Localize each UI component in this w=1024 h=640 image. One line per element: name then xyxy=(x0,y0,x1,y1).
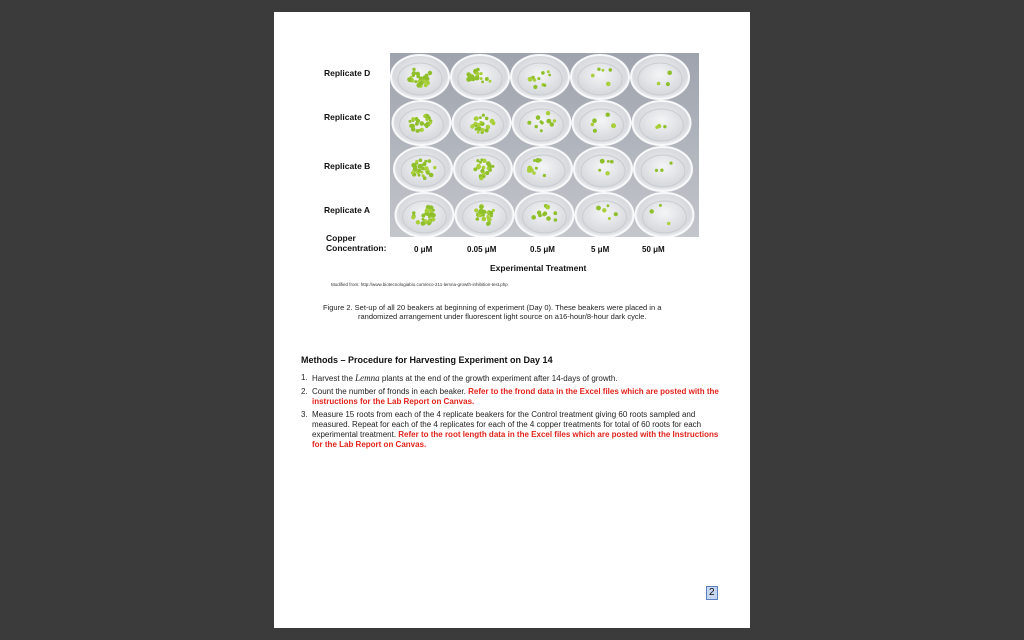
figure-caption xyxy=(323,303,723,321)
step-3-number: 3. xyxy=(301,410,308,419)
beaker xyxy=(573,101,631,145)
step-3-text: Measure 15 roots from each of the 4 replicate beakers for the Control treatment giving 60 roots sampled and measured. Repeat for each of the 4 replicates for each of the 4 copper treatments for total of 60 roots for each experimental treatment. Refer to the root length data in the Excel files which are posted with the Instructions for the Lab Report on Canvas. xyxy=(312,410,719,449)
replicate-a-label: Replicate A xyxy=(324,205,370,215)
conc-0-5: 0.5 μM xyxy=(530,245,555,254)
modified-from-note: Modified from: http://www.biotecnologiabio.com/eco-211-lemna-growth-inhibition-test.php xyxy=(331,282,508,287)
beaker xyxy=(514,147,572,191)
step-2-text: Count the number of fronds in each beaker. Refer to the frond data in the Excel files which are posted with the instructions for the Lab Report on Canvas. xyxy=(312,387,719,406)
page-number[interactable]: 2 xyxy=(706,586,718,600)
beaker xyxy=(636,193,694,237)
beaker xyxy=(576,193,634,237)
replicate-c-label: Replicate C xyxy=(324,112,371,122)
beaker-grid-image xyxy=(390,53,699,237)
beakers-photo xyxy=(390,53,699,237)
beaker xyxy=(456,193,514,237)
beaker xyxy=(453,101,511,145)
replicate-b-label: Replicate B xyxy=(324,161,371,171)
conc-50: 50 μM xyxy=(642,245,665,254)
document-page xyxy=(274,12,750,628)
caption-line-1: Figure 2. Set-up of all 20 beakers at beginning of experiment (Day 0). These beakers were placed in a xyxy=(323,303,662,312)
experimental-treatment-label: Experimental Treatment xyxy=(490,263,587,273)
conc-0: 0 μM xyxy=(414,245,433,254)
caption-line-2: randomized arrangement under fluorescent light source on a16-hour/8-hour dark cycle. xyxy=(358,312,647,321)
conc-0-05: 0.05 μM xyxy=(467,245,497,254)
methods-steps xyxy=(301,373,721,453)
methods-heading: Methods – Procedure for Harvesting Experiment on Day 14 xyxy=(301,355,553,365)
copper-concentration-label xyxy=(326,233,386,253)
beaker xyxy=(394,147,452,191)
beaker xyxy=(511,55,569,99)
step-1-text: Harvest the Lemna plants at the end of the growth experiment after 14-days of growth. xyxy=(312,373,618,383)
beaker xyxy=(574,147,632,191)
beaker xyxy=(451,55,509,99)
step-3 xyxy=(301,410,721,450)
copper-label-line1: Copper xyxy=(326,233,356,243)
beaker xyxy=(631,55,689,99)
copper-label-line2: Concentration: xyxy=(326,243,387,253)
beaker xyxy=(513,101,571,145)
beaker xyxy=(393,101,451,145)
beaker xyxy=(396,193,454,237)
beaker xyxy=(454,147,512,191)
step-1-number: 1. xyxy=(301,373,308,382)
beaker xyxy=(571,55,629,99)
step-2-red-note: Refer to the frond data in the Excel files which are posted with the instructions for the Lab Report on Canvas. xyxy=(312,387,719,406)
beaker xyxy=(391,55,449,99)
beaker xyxy=(633,101,691,145)
replicate-d-label: Replicate D xyxy=(324,68,371,78)
beaker xyxy=(634,147,692,191)
beaker xyxy=(516,193,574,237)
step-3-red-note: Refer to the root length data in the Excel files which are posted with the Instructions for the Lab Report on Canvas. xyxy=(312,430,719,449)
step-2-number: 2. xyxy=(301,387,308,396)
conc-5: 5 μM xyxy=(591,245,610,254)
step-1 xyxy=(301,373,721,384)
step-2 xyxy=(301,387,721,407)
